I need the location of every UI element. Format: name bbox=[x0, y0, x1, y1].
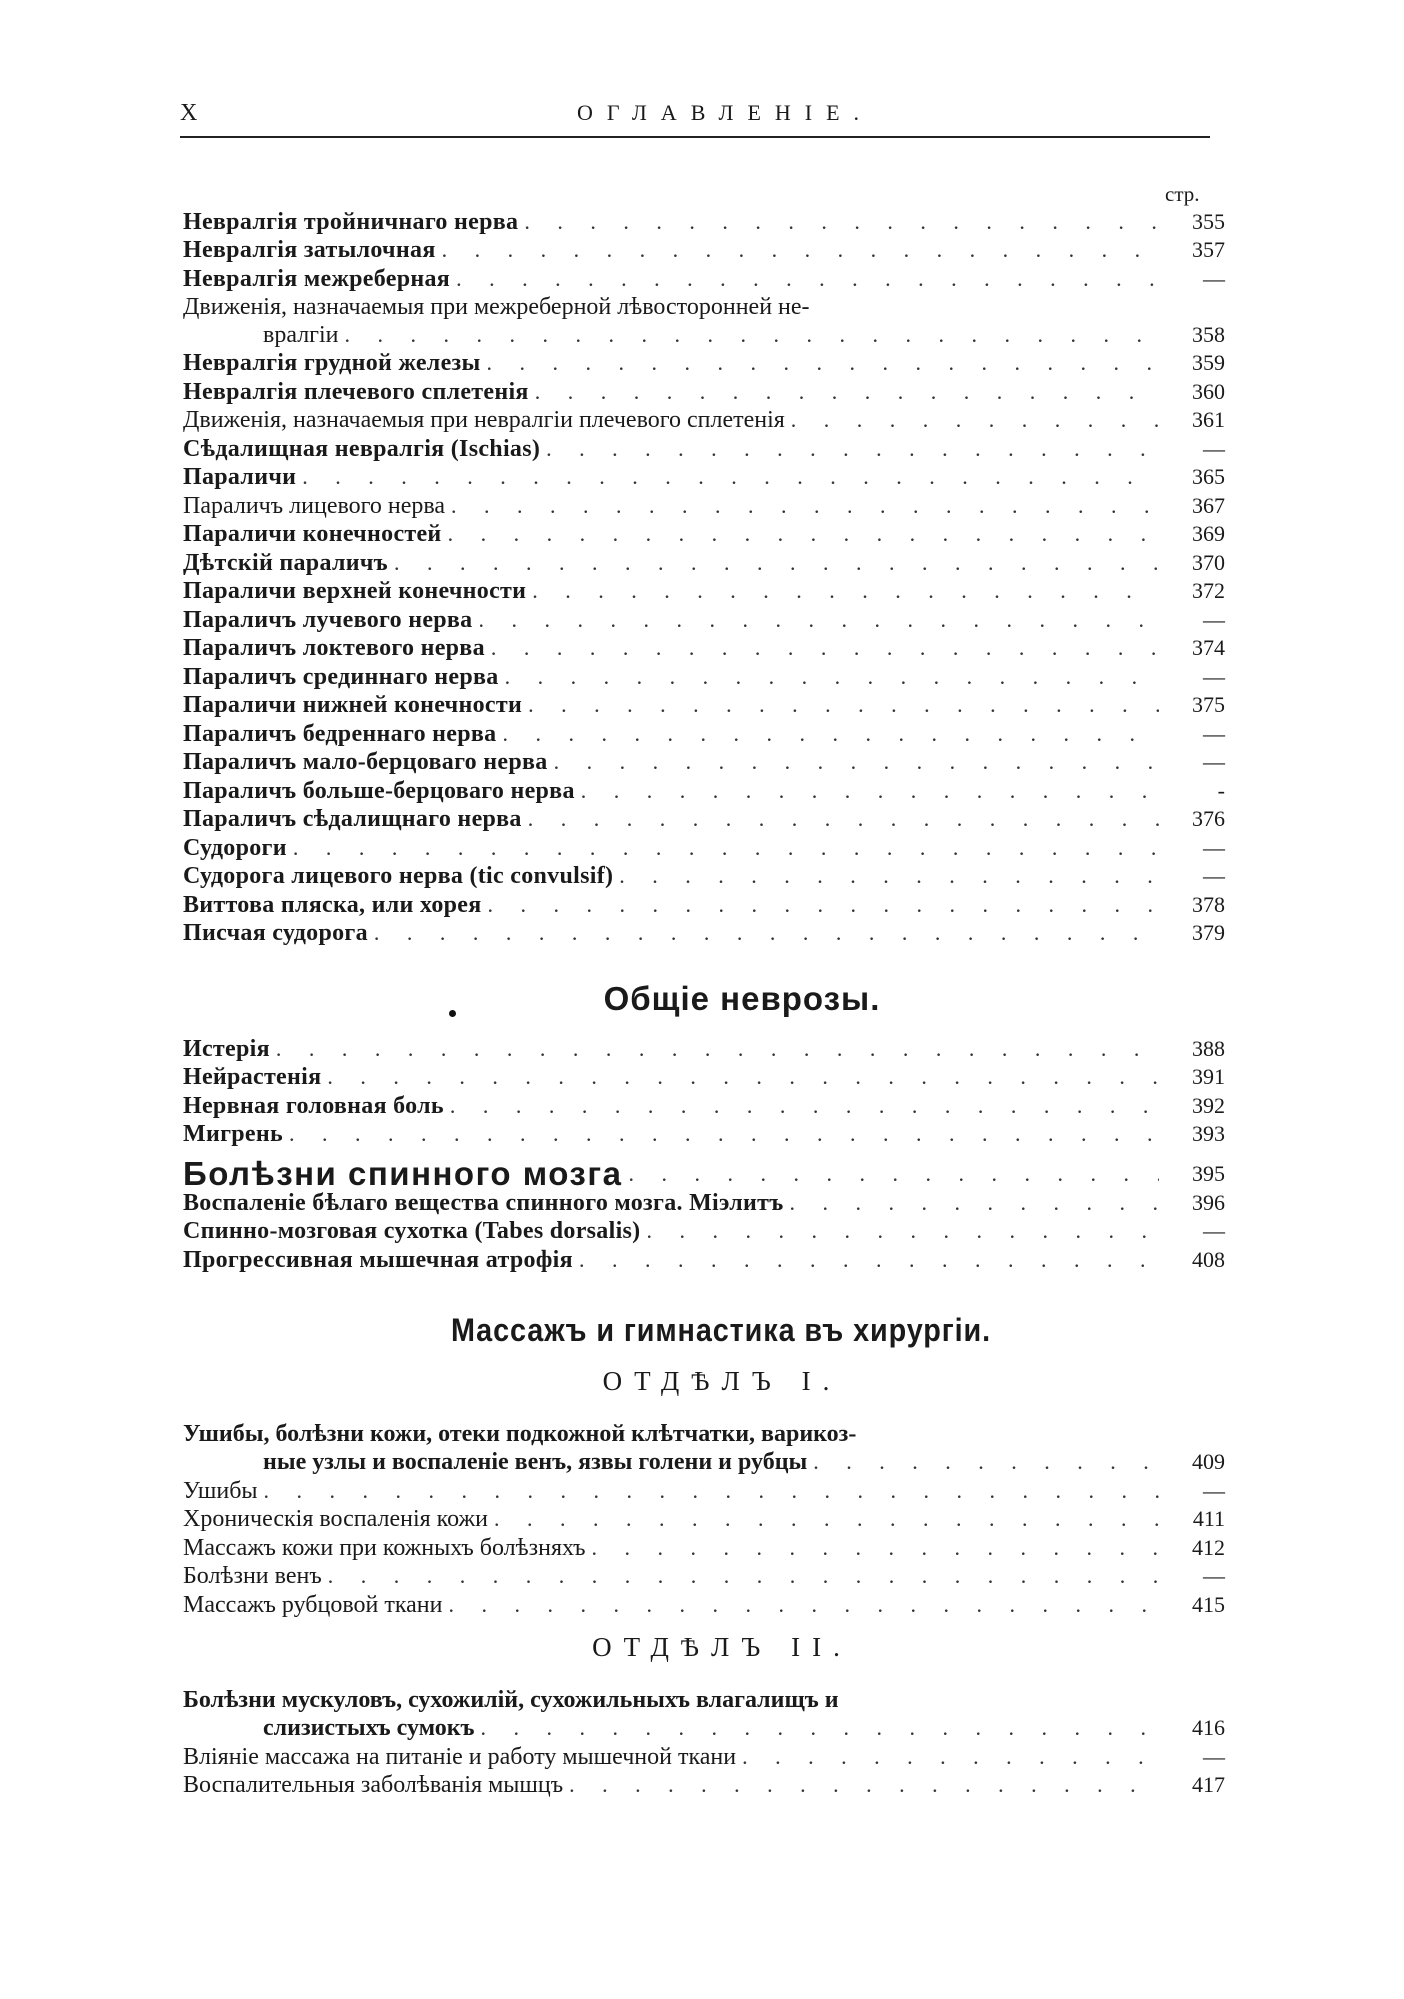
toc-page-number: — bbox=[1203, 720, 1225, 746]
toc-leader-dots bbox=[451, 492, 1159, 520]
toc-entry-title: Параличъ локтевого нерва bbox=[183, 635, 485, 661]
toc-entry-title: Параличъ лицевого нерва bbox=[183, 492, 446, 519]
toc-entry bbox=[183, 236, 1225, 265]
part-heading-2: ОТДѢЛЪ II. bbox=[592, 1632, 852, 1662]
toc-entry-title: Ушибы bbox=[183, 1477, 258, 1504]
toc-entry-title: Параличъ больше-берцоваго нерва bbox=[183, 777, 575, 804]
page-number: X bbox=[180, 100, 199, 126]
toc-entry-title: Параличи bbox=[183, 464, 297, 490]
toc-entry bbox=[183, 805, 1225, 834]
toc-leader-dots bbox=[494, 1505, 1159, 1533]
toc-leader-dots bbox=[592, 1534, 1159, 1562]
toc-entry bbox=[183, 1562, 1225, 1591]
toc-leader-dots bbox=[791, 406, 1159, 434]
toc-entry-title: Прогрессивная мышечная атрофія bbox=[183, 1246, 573, 1273]
toc-entry-title-cont: ные узлы и воспаленіе венъ, язвы голени и рубцы bbox=[263, 1449, 808, 1475]
toc-page-number: 369 bbox=[1192, 521, 1225, 546]
toc-entry bbox=[183, 719, 1225, 748]
toc-entry-title: Сѣдалищная невралгія (Ischias) bbox=[183, 435, 541, 462]
toc-page-number: 358 bbox=[1192, 321, 1225, 347]
toc-entry-title: Писчая судорога bbox=[183, 920, 368, 946]
toc-entry bbox=[183, 634, 1225, 663]
toc-block-neuroses bbox=[183, 1034, 1225, 1274]
toc-entry bbox=[183, 377, 1225, 406]
toc-leader-dots bbox=[581, 777, 1159, 805]
part-heading-1: ОТДѢЛЪ I. bbox=[602, 1366, 842, 1396]
toc-leader-dots bbox=[528, 691, 1159, 719]
toc-page-number: 395 bbox=[1192, 1161, 1225, 1186]
toc-page-number: 412 bbox=[1192, 1534, 1225, 1560]
toc-leader-dots bbox=[813, 1448, 1159, 1476]
toc-entry bbox=[183, 1420, 1225, 1476]
toc-entry bbox=[183, 434, 1225, 463]
toc-page-number: — bbox=[1203, 1563, 1225, 1588]
toc-entry-title: Движенія, назначаемыя при межреберной лѣвосторонней не- bbox=[183, 293, 810, 320]
stray-dot bbox=[449, 1010, 456, 1017]
toc-entry-title-cont: слизистыхъ сумокъ bbox=[263, 1715, 475, 1741]
toc-leader-dots bbox=[528, 805, 1159, 833]
toc-leader-dots bbox=[790, 1189, 1159, 1217]
toc-entry bbox=[183, 264, 1225, 293]
section-heading-surgery: Массажъ и гимнастика въ хирургіи. bbox=[450, 1312, 992, 1348]
toc-entry bbox=[183, 1742, 1225, 1771]
toc-entry-title: Мигрень bbox=[183, 1121, 283, 1147]
toc-page-number: 392 bbox=[1192, 1092, 1225, 1118]
toc-entry bbox=[183, 207, 1225, 236]
toc-leader-dots bbox=[374, 919, 1159, 947]
toc-leader-dots bbox=[345, 321, 1159, 349]
toc-entry bbox=[183, 1148, 1225, 1192]
toc-entry-continuation bbox=[183, 1714, 1225, 1742]
toc-page-number: — bbox=[1203, 663, 1225, 689]
toc-leader-dots bbox=[646, 1217, 1159, 1245]
toc-entry bbox=[183, 293, 1225, 349]
toc-entry-title: Параличи конечностей bbox=[183, 521, 442, 547]
toc-entry-title: Параличъ бедреннаго нерва bbox=[183, 720, 497, 747]
toc-page-number: 376 bbox=[1192, 806, 1225, 831]
toc-entry-title: Ушибы, болѣзни кожи, отеки подкожной клѣтчатки, варикоз- bbox=[183, 1421, 857, 1447]
toc-entry-title: Невралгія межреберная bbox=[183, 265, 451, 292]
header-rule bbox=[180, 136, 1210, 138]
toc-entry-title: Болѣзни спинного мозга bbox=[183, 1155, 623, 1192]
page-column-header: стр. bbox=[1165, 182, 1200, 206]
toc-page-number: — bbox=[1203, 606, 1225, 632]
toc-page-number: 355 bbox=[1192, 208, 1225, 234]
toc-leader-dots bbox=[450, 1092, 1159, 1120]
toc-page-number: — bbox=[1203, 265, 1225, 291]
page-header bbox=[180, 100, 1210, 134]
toc-entry-title: Невралгія тройничнаго нерва bbox=[183, 208, 519, 235]
toc-page-number: - bbox=[1217, 777, 1225, 803]
toc-page-number: 372 bbox=[1192, 578, 1225, 603]
toc-page-number: 359 bbox=[1192, 350, 1225, 375]
toc-entry-title: Параличъ сѣдалищнаго нерва bbox=[183, 806, 522, 832]
toc-leader-dots bbox=[535, 378, 1159, 406]
toc-entry bbox=[183, 577, 1225, 606]
toc-entry-title: Параличъ срединнаго нерва bbox=[183, 663, 499, 690]
toc-page-number: 415 bbox=[1192, 1591, 1225, 1617]
toc-leader-dots bbox=[619, 862, 1159, 890]
toc-leader-dots bbox=[532, 577, 1159, 605]
toc-page-number: 396 bbox=[1192, 1189, 1225, 1215]
toc-page-number: — bbox=[1203, 749, 1225, 774]
toc-page-number: 408 bbox=[1192, 1246, 1225, 1272]
toc-leader-dots bbox=[394, 549, 1159, 577]
toc-entry bbox=[183, 406, 1225, 435]
toc-entry bbox=[183, 1686, 1225, 1742]
toc-block-neuralgias bbox=[183, 207, 1225, 947]
toc-entry-title: Истерія bbox=[183, 1035, 270, 1062]
toc-page-number: 374 bbox=[1192, 635, 1225, 660]
toc-entry-title: Невралгія плечевого сплетенія bbox=[183, 378, 529, 405]
toc-entry-title: Вліяніе массажа на питаніе и работу мышечной ткани bbox=[183, 1743, 737, 1770]
toc-page-number: 365 bbox=[1192, 464, 1225, 489]
toc-page-number: 367 bbox=[1192, 492, 1225, 518]
toc-leader-dots bbox=[579, 1246, 1159, 1274]
toc-page-number: 388 bbox=[1192, 1035, 1225, 1061]
toc-page-number: — bbox=[1203, 1477, 1225, 1503]
toc-entry-text bbox=[183, 293, 1225, 349]
toc-entry-title: Болѣзни венъ bbox=[183, 1563, 322, 1589]
toc-leader-dots bbox=[302, 463, 1159, 491]
toc-leader-dots bbox=[479, 606, 1160, 634]
toc-leader-dots bbox=[505, 663, 1159, 691]
toc-entry bbox=[183, 520, 1225, 549]
toc-page-number: 370 bbox=[1192, 549, 1225, 575]
toc-block-part2 bbox=[183, 1686, 1225, 1799]
toc-entry bbox=[183, 1533, 1225, 1562]
toc-leader-dots bbox=[264, 1477, 1159, 1505]
toc-entry bbox=[183, 833, 1225, 862]
toc-entry bbox=[183, 662, 1225, 691]
toc-leader-dots bbox=[546, 435, 1159, 463]
toc-entry-title: Виттова пляска, или хорея bbox=[183, 891, 482, 918]
toc-leader-dots bbox=[289, 1120, 1159, 1148]
toc-page-number: — bbox=[1203, 435, 1225, 461]
toc-page-number: 417 bbox=[1192, 1772, 1225, 1797]
toc-entry bbox=[183, 1188, 1225, 1217]
toc-entry bbox=[183, 1063, 1225, 1092]
toc-page-number: 411 bbox=[1192, 1506, 1225, 1531]
toc-leader-dots bbox=[524, 208, 1159, 236]
toc-entry-continuation bbox=[183, 321, 1225, 349]
toc-entry bbox=[183, 491, 1225, 520]
toc-entry-title: Невралгія затылочная bbox=[183, 237, 436, 263]
toc-entry-title: Массажъ кожи при кожныхъ болѣзняхъ bbox=[183, 1534, 586, 1561]
toc-page-number: 378 bbox=[1192, 891, 1225, 917]
toc-entry bbox=[183, 862, 1225, 891]
toc-page-number: — bbox=[1203, 1218, 1225, 1243]
toc-entry-title: Движенія, назначаемыя при невралгіи плечевого сплетенія bbox=[183, 407, 785, 433]
toc-leader-dots bbox=[628, 1160, 1159, 1188]
toc-entry bbox=[183, 1217, 1225, 1246]
toc-entry bbox=[183, 548, 1225, 577]
toc-entry-continuation bbox=[183, 1448, 1225, 1476]
toc-entry bbox=[183, 748, 1225, 777]
toc-page-number: 357 bbox=[1192, 237, 1225, 262]
toc-entry-title: Спинно-мозговая сухотка (Tabes dorsalis) bbox=[183, 1218, 641, 1244]
toc-entry bbox=[183, 1120, 1225, 1149]
toc-leader-dots bbox=[742, 1743, 1159, 1771]
toc-entry-title: Параличи верхней конечности bbox=[183, 578, 527, 604]
toc-entry-title: Болѣзни мускуловъ, сухожилій, сухожильныхъ влагалищъ и bbox=[183, 1687, 839, 1713]
toc-leader-dots bbox=[502, 720, 1159, 748]
toc-entry-title: Воспаленіе бѣлаго вещества спинного мозга. Міэлитъ bbox=[183, 1189, 784, 1216]
toc-entry-title: Воспалительныя заболѣванія мышцъ bbox=[183, 1772, 564, 1798]
toc-page-number: 360 bbox=[1192, 378, 1225, 404]
toc-entry bbox=[183, 1034, 1225, 1063]
toc-page-number: — bbox=[1203, 1743, 1225, 1769]
toc-page-number: 393 bbox=[1192, 1121, 1225, 1146]
toc-page-number: 379 bbox=[1192, 920, 1225, 945]
running-title: ОГЛАВЛЕНІЕ. bbox=[576, 100, 874, 125]
toc-page-number: — bbox=[1203, 834, 1225, 860]
toc-entry-title: Судороги bbox=[183, 834, 287, 861]
toc-leader-dots bbox=[448, 1591, 1159, 1619]
toc-entry bbox=[183, 919, 1225, 948]
toc-entry bbox=[183, 890, 1225, 919]
toc-leader-dots bbox=[276, 1035, 1159, 1063]
toc-entry-title: Нервная головная боль bbox=[183, 1092, 444, 1119]
toc-entry-title: Параличъ лучевого нерва bbox=[183, 606, 473, 633]
toc-leader-dots bbox=[293, 834, 1159, 862]
toc-leader-dots bbox=[488, 891, 1159, 919]
toc-entry bbox=[183, 349, 1225, 378]
toc-leader-dots bbox=[456, 265, 1159, 293]
toc-entry-text bbox=[183, 1686, 1225, 1742]
toc-leader-dots bbox=[491, 634, 1159, 662]
section-heading-general-neuroses: Общіе неврозы. bbox=[603, 980, 881, 1017]
toc-leader-dots bbox=[487, 349, 1159, 377]
toc-entry bbox=[183, 1476, 1225, 1505]
toc-page-number: 409 bbox=[1192, 1449, 1225, 1474]
toc-entry-title: Параличъ мало-берцоваго нерва bbox=[183, 749, 548, 775]
toc-entry-title-cont: вралгіи bbox=[263, 321, 339, 348]
toc-entry bbox=[183, 1771, 1225, 1800]
toc-entry-title: Хроническія воспаленія кожи bbox=[183, 1506, 488, 1532]
toc-entry bbox=[183, 1590, 1225, 1619]
toc-entry bbox=[183, 1245, 1225, 1274]
toc-entry bbox=[183, 1505, 1225, 1534]
toc-page-number: 361 bbox=[1192, 407, 1225, 432]
toc-entry bbox=[183, 1091, 1225, 1120]
toc-leader-dots bbox=[327, 1063, 1159, 1091]
toc-entry bbox=[183, 605, 1225, 634]
toc-page-number: — bbox=[1203, 863, 1225, 888]
toc-block-part1 bbox=[183, 1420, 1225, 1619]
toc-entry-text bbox=[183, 1420, 1225, 1476]
toc-page-number: 391 bbox=[1192, 1064, 1225, 1089]
toc-leader-dots bbox=[481, 1714, 1159, 1742]
toc-entry-title: Дѣтскій параличъ bbox=[183, 549, 388, 576]
toc-page-number: 375 bbox=[1192, 692, 1225, 717]
toc-leader-dots bbox=[328, 1562, 1159, 1590]
toc-entry-title: Параличи нижней конечности bbox=[183, 692, 523, 718]
toc-leader-dots bbox=[448, 520, 1159, 548]
toc-entry-title: Судорога лицевого нерва (tic convulsif) bbox=[183, 863, 614, 889]
toc-leader-dots bbox=[569, 1771, 1159, 1799]
toc-page-number: 416 bbox=[1192, 1715, 1225, 1740]
toc-entry-title: Массажъ рубцовой ткани bbox=[183, 1591, 443, 1618]
toc-entry bbox=[183, 691, 1225, 720]
toc-leader-dots bbox=[442, 236, 1159, 264]
toc-entry bbox=[183, 776, 1225, 805]
toc-entry-title: Невралгія грудной железы bbox=[183, 350, 481, 376]
toc-entry bbox=[183, 463, 1225, 492]
toc-leader-dots bbox=[554, 748, 1159, 776]
toc-entry-title: Нейрастенія bbox=[183, 1064, 322, 1090]
